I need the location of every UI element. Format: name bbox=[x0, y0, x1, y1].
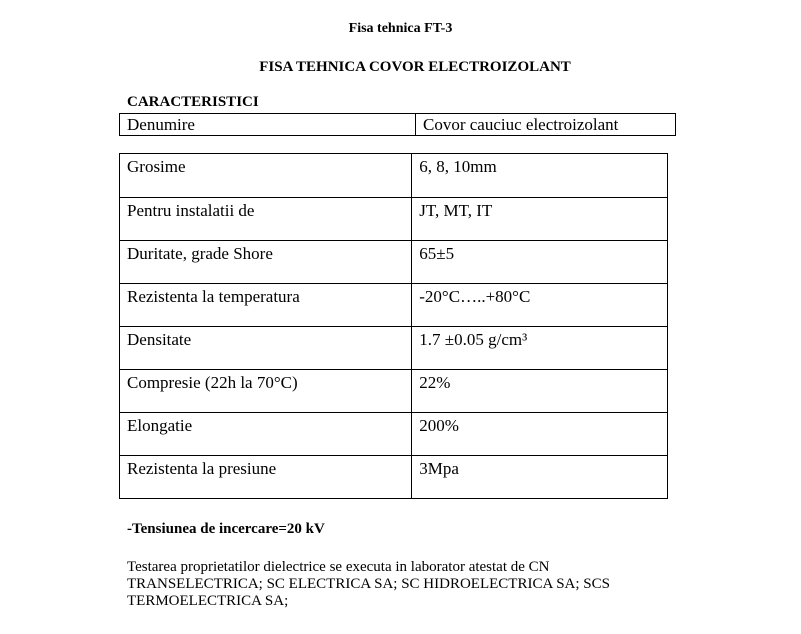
property-label: Densitate bbox=[120, 327, 412, 370]
product-name-table bbox=[119, 113, 676, 136]
section-heading: CARACTERISTICI bbox=[127, 94, 259, 110]
table-row bbox=[120, 198, 668, 241]
property-value: 3Mpa bbox=[412, 456, 668, 499]
dielectric-testing-note: Testarea proprietatilor dielectrice se executa in laborator atestat de CN TRANSELECTRICA; SC ELECTRICA SA; SC HIDROELECTRICA SA; SCS TERMOELECTRICA SA; bbox=[127, 559, 610, 609]
document-reference: Fisa tehnica FT-3 bbox=[348, 21, 453, 36]
property-label: Elongatie bbox=[120, 413, 412, 456]
property-value: 65±5 bbox=[412, 241, 668, 284]
property-value: 200% bbox=[412, 413, 668, 456]
test-voltage-note: -Tensiunea de incercare=20 kV bbox=[127, 521, 325, 537]
property-label: Duritate, grade Shore bbox=[120, 241, 412, 284]
name-value-cell: Covor cauciuc electroizolant bbox=[416, 114, 676, 136]
property-label: Rezistenta la presiune bbox=[120, 456, 412, 499]
properties-table bbox=[119, 153, 668, 499]
property-value: 22% bbox=[412, 370, 668, 413]
table-row bbox=[120, 154, 668, 198]
property-label: Compresie (22h la 70°C) bbox=[120, 370, 412, 413]
table-row bbox=[120, 456, 668, 499]
table-row bbox=[120, 327, 668, 370]
property-value: -20°C…..+80°C bbox=[412, 284, 668, 327]
property-label: Pentru instalatii de bbox=[120, 198, 412, 241]
table-row bbox=[120, 114, 676, 136]
property-value: JT, MT, IT bbox=[412, 198, 668, 241]
table-row bbox=[120, 370, 668, 413]
document-title: FISA TEHNICA COVOR ELECTROIZOLANT bbox=[259, 59, 571, 75]
name-label-cell: Denumire bbox=[120, 114, 416, 136]
table-row bbox=[120, 413, 668, 456]
table-row bbox=[120, 284, 668, 327]
table-row bbox=[120, 241, 668, 284]
property-value: 1.7 ±0.05 g/cm³ bbox=[412, 327, 668, 370]
property-value: 6, 8, 10mm bbox=[412, 154, 668, 198]
property-label: Grosime bbox=[120, 154, 412, 198]
property-label: Rezistenta la temperatura bbox=[120, 284, 412, 327]
